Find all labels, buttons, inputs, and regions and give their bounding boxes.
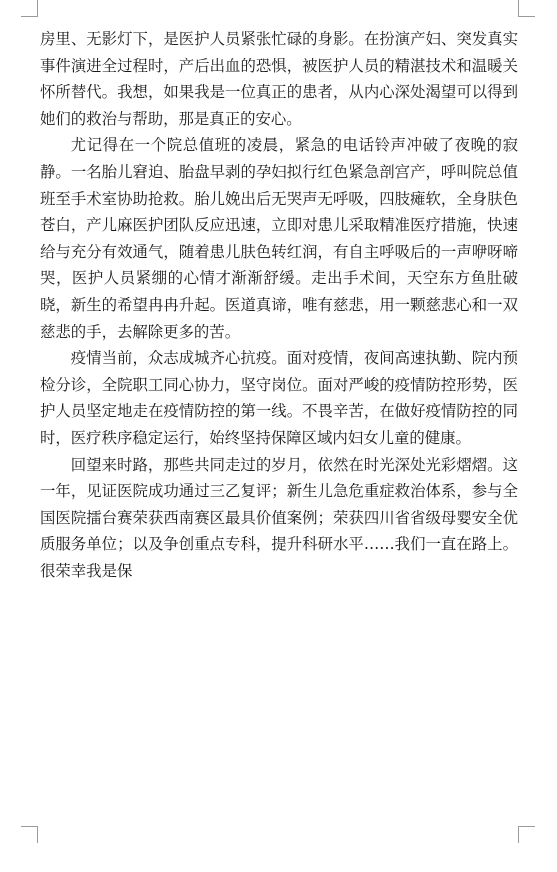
- paragraph-1: 房里、无影灯下，是医护人员紧张忙碌的身影。在扮演产妇、突发真实事件演进全过程时，产后出血的恐惧，被医护人员的精湛技术和温暖关怀所替代。我想，如果我是一位真正的患者，从内心深处渴望可以得到她们的救治与帮助，那是真正的安心。: [40, 30, 518, 128]
- crop-mark-bottom-right: [518, 826, 535, 843]
- crop-mark-top-right: [518, 0, 535, 17]
- crop-mark-bottom-left: [21, 826, 38, 843]
- paragraph-4: 回望来时路，那些共同走过的岁月，依然在时光深处光彩熠熠。这一年，见证医院成功通过三乙复评；新生儿急危重症救治体系，参与全国医院擂台赛荣获西南赛区最具价值案例；荣获四川省省级母婴安全优质服务单位；以及争创重点专科，提升科研水平……我们一直在路上。很荣幸我是保: [40, 455, 518, 580]
- paragraph-2: 尤记得在一个院总值班的凌晨，紧急的电话铃声冲破了夜晚的寂静。一名胎儿窘迫、胎盘早剥的孕妇拟行红色紧急剖宫产，呼叫院总值班至手术室协助抢救。胎儿娩出后无哭声无呼吸，四肢瘫软，全身肤色苍白，产儿麻医护团队反应迅速，立即对患儿采取精准医疗措施，快速给与充分有效通气，随着患儿肤色转红润，有自主呼吸后的一声咿呀啼哭，医护人员紧绷的心情才渐渐舒缓。走出手术间，天空东方鱼肚破晓，新生的希望冉冉升起。医道真谛，唯有慈悲，用一颗慈悲心和一双慈悲的手，去解除更多的苦。: [40, 136, 518, 341]
- document-body: [40, 26, 518, 584]
- crop-mark-top-left: [21, 0, 38, 17]
- paragraph-3: 疫情当前，众志成城齐心抗疫。面对疫情，夜间高速执勤、院内预检分诊，全院职工同心协力，坚守岗位。面对严峻的疫情防控形势，医护人员坚定地走在疫情防控的第一线。不畏辛苦，在做好疫情防控的同时，医疗秩序稳定运行，始终坚持保障区域内妇女儿童的健康。: [40, 349, 518, 447]
